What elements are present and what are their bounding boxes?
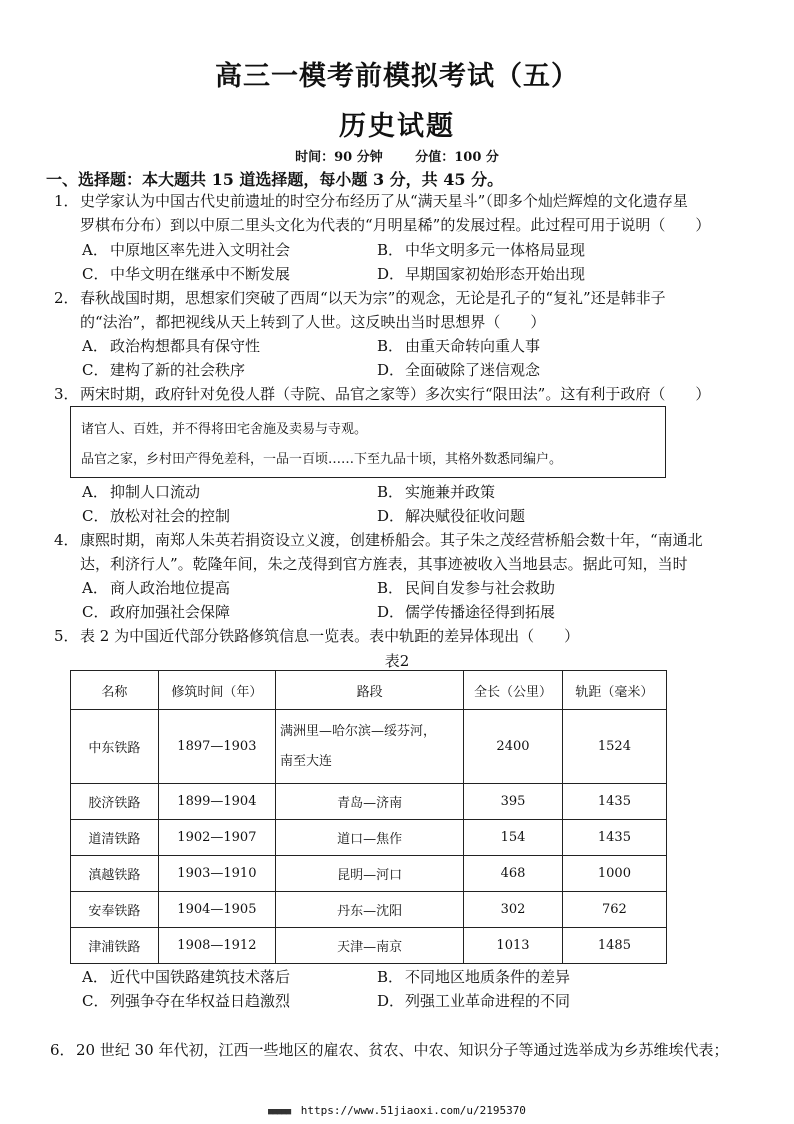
- question-text-cont: 罗棋布分布）到以中原二里头文化为代表的“月明星稀”的发展过程。此过程可用于说明（ ）: [80, 216, 711, 234]
- question-5-options: [82, 965, 762, 1013]
- column-header: 全长（公里）: [464, 671, 563, 710]
- option-a[interactable]: A． 政治构想都具有保守性: [82, 337, 261, 355]
- cell-name: 津浦铁路: [71, 928, 159, 964]
- table-row: [71, 856, 667, 892]
- table-header-row: [71, 671, 667, 710]
- question-text: 康熙时期，南郑人朱英若捐资设立义渡，创建桥船会。其子朱之茂经营桥船会数十年，“南通北: [80, 531, 703, 549]
- option-d[interactable]: D．儒学传播途径得到拓展: [377, 603, 556, 621]
- option-b[interactable]: B． 由重天命转向重人事: [377, 337, 541, 355]
- option-d[interactable]: D．早期国家初始形态开始出现: [377, 265, 586, 283]
- source-quote-box: [70, 406, 666, 478]
- cell-gauge: 1435: [562, 784, 666, 820]
- column-header: 路段: [276, 671, 464, 710]
- option-a[interactable]: A． 抑制人口流动: [82, 483, 201, 501]
- table-caption: 表2: [384, 652, 410, 670]
- option-a[interactable]: A． 商人政治地位提高: [82, 579, 231, 597]
- question-4-options: [82, 576, 762, 624]
- question-1-options: [82, 238, 762, 286]
- option-c[interactable]: C． 建构了新的社会秩序: [82, 361, 246, 379]
- cell-length: 2400: [464, 710, 563, 784]
- option-b[interactable]: B． 实施兼并政策: [377, 483, 496, 501]
- question-text: 20 世纪 30 年代初，江西一些地区的雇农、贫农、中农、知识分子等通过选举成为乡苏维埃代表；: [76, 1041, 729, 1059]
- option-c[interactable]: C． 政府加强社会保障: [82, 603, 231, 621]
- cell-years: 1903—1910: [158, 856, 275, 892]
- cell-route: 丹东—沈阳: [276, 892, 464, 928]
- cell-gauge: 1485: [562, 928, 666, 964]
- option-d[interactable]: D．解决赋役征收问题: [377, 507, 526, 525]
- exam-title: 高三一模考前模拟考试（五）: [215, 61, 579, 92]
- column-header: 名称: [71, 671, 159, 710]
- question-number: 1．: [54, 192, 79, 210]
- question-1: [54, 189, 754, 237]
- source-quote-line: 诸官人、百姓，并不得将田宅舍施及卖易与寺观。: [81, 422, 368, 437]
- question-text: 春秋战国时期，思想家们突破了西周“以天为宗”的观念，无论是孔子的“复礼”还是韩非子: [80, 289, 666, 307]
- section-heading: 一、选择题：本大题共 15 道选择题，每小题 3 分，共 45 分。: [46, 170, 504, 189]
- option-d[interactable]: D．全面破除了迷信观念: [377, 361, 541, 379]
- question-4: [54, 528, 754, 576]
- exam-score: 分值：100 分: [415, 150, 499, 165]
- option-c[interactable]: C． 列强争夺在华权益日趋激烈: [82, 992, 291, 1010]
- exam-subtitle: 历史试题: [339, 111, 455, 142]
- question-text: 两宋时期，政府针对免役人群（寺院、品官之家等）多次实行“限田法”。这有利于政府（ ）: [80, 385, 711, 403]
- cell-name: 胶济铁路: [71, 784, 159, 820]
- cell-name: 滇越铁路: [71, 856, 159, 892]
- column-header: 轨距（毫米）: [562, 671, 666, 710]
- cell-length: 154: [464, 820, 563, 856]
- cell-years: 1904—1905: [158, 892, 275, 928]
- option-b[interactable]: B． 中华文明多元一体格局显现: [377, 241, 586, 259]
- cell-route: 天津—南京: [276, 928, 464, 964]
- question-number: 5．: [54, 627, 79, 645]
- table-row: [71, 784, 667, 820]
- railway-table: [70, 670, 667, 964]
- cell-gauge: 1524: [562, 710, 666, 784]
- column-header: 修筑时间（年）: [158, 671, 275, 710]
- question-text-cont: 的“法治”，都把视线从天上转到了人世。这反映出当时思想界（ ）: [80, 313, 546, 331]
- cell-route: 青岛—济南: [276, 784, 464, 820]
- page-footer: [0, 1104, 794, 1117]
- cell-gauge: 1435: [562, 820, 666, 856]
- question-number: 6．: [50, 1041, 75, 1059]
- question-5: [54, 624, 754, 648]
- source-quote-line: 品官之家，乡村田产得免差科，一品一百顷……下至九品十顷，其格外数悉同编户。: [81, 452, 563, 467]
- footer-url-link[interactable]: https://www.51jiaoxi.com/u/2195370: [300, 1104, 526, 1117]
- option-b[interactable]: B． 不同地区地质条件的差异: [377, 968, 571, 986]
- cell-route: 满洲里—哈尔滨—绥芬河， 南至大连: [276, 710, 464, 784]
- cell-length: 1013: [464, 928, 563, 964]
- cell-length: 302: [464, 892, 563, 928]
- question-number: 2．: [54, 289, 79, 307]
- cell-years: 1897—1903: [158, 710, 275, 784]
- cell-length: 395: [464, 784, 563, 820]
- option-a[interactable]: A． 中原地区率先进入文明社会: [82, 241, 291, 259]
- table-row: [71, 928, 667, 964]
- question-3: [54, 382, 754, 406]
- cell-route: 道口—焦作: [276, 820, 464, 856]
- table-row: [71, 820, 667, 856]
- option-b[interactable]: B． 民间自发参与社会救助: [377, 579, 556, 597]
- question-2: [54, 286, 754, 334]
- question-text: 表 2 为中国近代部分铁路修筑信息一览表。表中轨距的差异体现出（ ）: [80, 627, 580, 645]
- option-d[interactable]: D．列强工业革命进程的不同: [377, 992, 571, 1010]
- question-3-options: [82, 480, 762, 528]
- option-c[interactable]: C． 放松对社会的控制: [82, 507, 231, 525]
- table-row: [71, 710, 667, 784]
- table-row: [71, 892, 667, 928]
- question-number: 4．: [54, 531, 79, 549]
- cell-years: 1908—1912: [158, 928, 275, 964]
- question-6: [50, 1038, 770, 1062]
- cell-gauge: 1000: [562, 856, 666, 892]
- cell-name: 安奉铁路: [71, 892, 159, 928]
- cell-years: 1902—1907: [158, 820, 275, 856]
- question-text: 史学家认为中国古代史前遗址的时空分布经历了从“满天星斗”（即多个灿烂辉煌的文化遗存星: [80, 192, 688, 210]
- cell-name: 道清铁路: [71, 820, 159, 856]
- question-2-options: [82, 334, 762, 382]
- option-a[interactable]: A． 近代中国铁路建筑技术落后: [82, 968, 291, 986]
- exam-time: 时间：90 分钟: [295, 150, 383, 165]
- watermark-mark: ■■■■■: [268, 1107, 291, 1117]
- cell-gauge: 762: [562, 892, 666, 928]
- cell-name: 中东铁路: [71, 710, 159, 784]
- question-text-cont: 达，利济行人”。乾隆年间，朱之茂得到官方旌表，其事迹被收入当地县志。据此可知，当时: [80, 555, 688, 573]
- cell-length: 468: [464, 856, 563, 892]
- cell-years: 1899—1904: [158, 784, 275, 820]
- cell-route: 昆明—河口: [276, 856, 464, 892]
- exam-meta: [0, 146, 794, 165]
- question-number: 3．: [54, 385, 79, 403]
- option-c[interactable]: C． 中华文明在继承中不断发展: [82, 265, 291, 283]
